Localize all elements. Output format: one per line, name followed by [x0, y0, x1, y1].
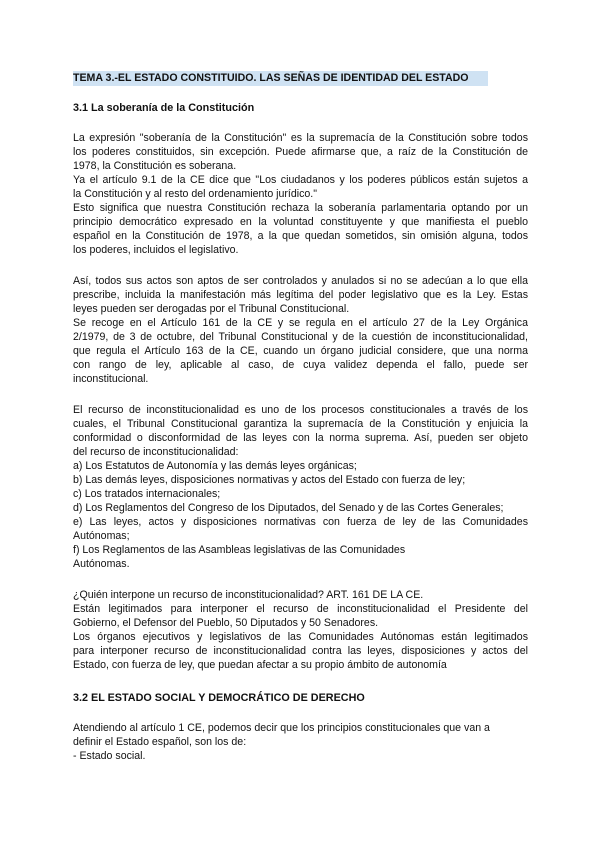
paragraph-line: español en la Constitución de 1978, a la que quedan sometidos, sin omisión alguna, todos: [73, 230, 528, 242]
paragraph-line: definir el Estado español, son los de:: [73, 736, 247, 748]
paragraph-line: los poderes, incluidos el legislativo.: [73, 244, 239, 256]
list-item: d) Los Reglamentos del Congreso de los Diputados, del Senado y de las Cortes Generales;: [73, 502, 504, 514]
list-item: Autónomas.: [73, 558, 130, 570]
paragraph-line: principio democrático expresado en la voluntad constituyente y que manifiesta el pueblo: [73, 216, 528, 228]
paragraph-line: Los órganos ejecutivos y legislativos de las Comunidades Autónomas están legitimados: [73, 631, 528, 643]
paragraph-line: Así, todos sus actos son aptos de ser controlados y anulados si no se adecúan a lo que ella: [73, 275, 528, 287]
paragraph-line: para interponer recurso de inconstitucionalidad contra las leyes, disposiciones y actos del: [73, 645, 528, 657]
paragraph-line: prescribe, incluida la manifestación más legítima del poder legislativo que es la Ley. Estas: [73, 289, 528, 301]
list-item: f) Los Reglamentos de las Asambleas legislativas de las Comunidades: [73, 544, 406, 556]
paragraph-line: La expresión "soberanía de la Constitución" es la supremacía de la Constitución sobre todos: [73, 132, 528, 144]
paragraph-line: conformidad o disconformidad de las leyes con la norma suprema. Así, pueden ser objeto: [73, 432, 528, 444]
list-item: a) Los Estatutos de Autonomía y las demás leyes orgánicas;: [73, 460, 357, 472]
paragraph-line: que regula el Artículo 163 de la CE, cuando un órgano judicial considere, que una norma: [73, 345, 528, 357]
paragraph-line: leyes pueden ser derogadas por el Tribunal Constitucional.: [73, 303, 350, 315]
document-title: TEMA 3.-EL ESTADO CONSTITUIDO. LAS SEÑAS DE IDENTIDAD DEL ESTADO: [73, 72, 469, 84]
paragraph-line: ¿Quién interpone un recurso de inconstitucionalidad? ART. 161 DE LA CE.: [73, 589, 424, 601]
paragraph-line: Gobierno, el Defensor del Pueblo, 50 Diputados y 50 Senadores.: [73, 617, 379, 629]
paragraph-line: 2/1979, de 3 de octubre, del Tribunal Constitucional y de la cuestión de inconstitucionalidad,: [73, 331, 528, 343]
list-item: - Estado social.: [73, 750, 146, 762]
paragraph-line: cuales, el Tribunal Constitucional garantiza la supremacía de la Constitución y enjuicia la: [73, 418, 528, 430]
paragraph-line: Esto significa que nuestra Constitución rechaza la soberanía parlamentaria optando por un: [73, 202, 528, 214]
list-item: c) Los tratados internacionales;: [73, 488, 221, 500]
list-item: Autónomas;: [73, 530, 130, 542]
section-1-heading: 3.1 La soberanía de la Constitución: [73, 102, 255, 114]
paragraph-line: Se recoge en el Artículo 161 de la CE y se regula en el artículo 27 de la Ley Orgánica: [73, 317, 528, 329]
paragraph-line: Ya el artículo 9.1 de la CE dice que "Los ciudadanos y los poderes públicos están sujetos a: [73, 174, 528, 186]
paragraph-line: Están legitimados para interponer el recurso de inconstitucionalidad el Presidente del: [73, 603, 528, 615]
paragraph-line: El recurso de inconstitucionalidad es uno de los procesos constitucionales a través de los: [73, 404, 528, 416]
paragraph-line: con rango de ley, aplicable al caso, de cuya validez dependa el fallo, puede ser: [73, 359, 528, 371]
paragraph-line: del recurso de inconstitucionalidad:: [73, 446, 239, 458]
paragraph-line: 1978, la Constitución es soberana.: [73, 160, 237, 172]
paragraph-line: inconstitucional.: [73, 373, 149, 385]
paragraph-line: Estado, con fuerza de ley, que puedan afectar a su propio ámbito de autonomía: [73, 659, 447, 671]
paragraph-line: la Constitución y al resto del ordenamiento jurídico.": [73, 188, 318, 200]
paragraph-line: los poderes constituidos, sin excepción. Puede afirmarse que, a raíz de la Constitución de: [73, 146, 528, 158]
section-2-heading: 3.2 EL ESTADO SOCIAL Y DEMOCRÁTICO DE DERECHO: [73, 692, 365, 704]
paragraph-line: Atendiendo al artículo 1 CE, podemos decir que los principios constitucionales que van a: [73, 722, 490, 734]
list-item: e) Las leyes, actos y disposiciones normativas con fuerza de ley de las Comunidades: [73, 516, 528, 528]
list-item: b) Las demás leyes, disposiciones normativas y actos del Estado con fuerza de ley;: [73, 474, 466, 486]
